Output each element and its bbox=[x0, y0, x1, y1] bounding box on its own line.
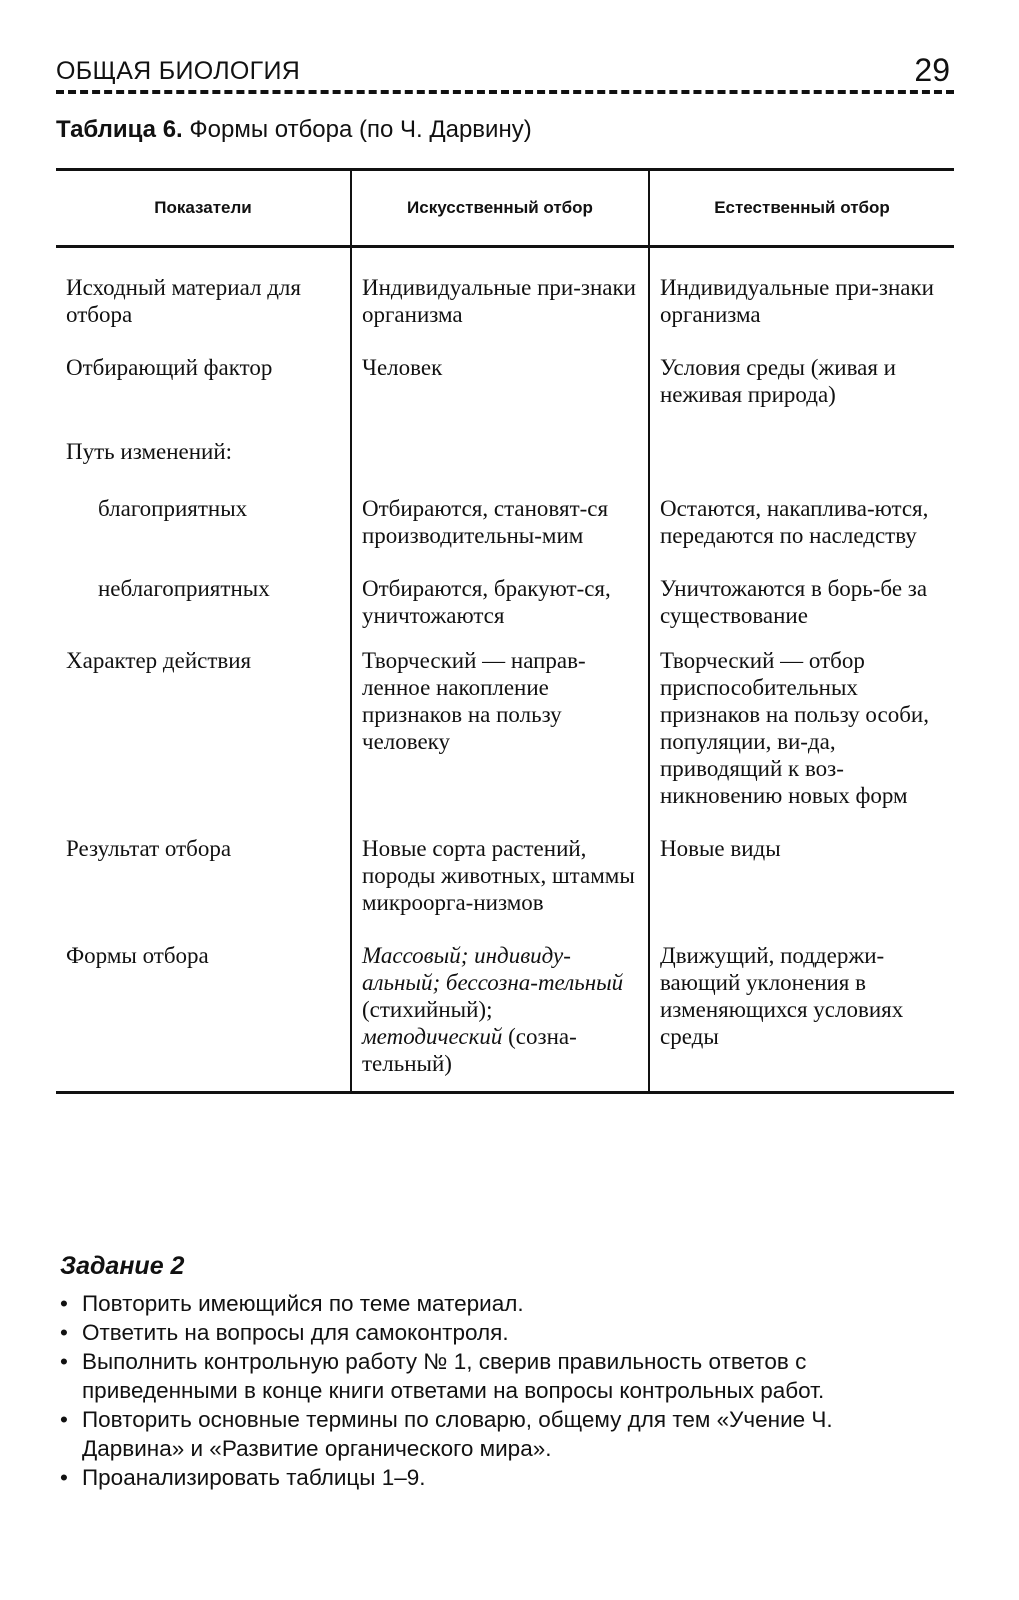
table-header-row bbox=[56, 170, 954, 247]
table-row bbox=[56, 647, 954, 835]
table-row bbox=[56, 495, 954, 575]
cell-artificial: Отбираются, бракуют-ся, уничтожаются bbox=[351, 575, 649, 647]
table-caption bbox=[56, 116, 954, 144]
cell-indicator: Исходный материал для отбора bbox=[66, 275, 301, 327]
table-row bbox=[56, 438, 954, 495]
cell-natural: Уничтожаются в борь-бе за существование bbox=[649, 575, 954, 647]
forms-mass-italic: Массовый; индивиду-альный; бессозна-тельный bbox=[362, 943, 624, 995]
cell-artificial: Человек bbox=[351, 354, 649, 438]
book-page bbox=[56, 40, 954, 1490]
header-artificial-selection: Искусственный отбор bbox=[351, 170, 649, 247]
forms-methodical-note: (созна-тельный) bbox=[362, 1024, 577, 1076]
cell-indicator: благоприятных bbox=[98, 496, 248, 521]
list-item: • Повторить имеющийся по теме материал. bbox=[60, 1289, 940, 1318]
cell-indicator: Формы отбора bbox=[66, 943, 209, 968]
list-item: • Проанализировать таблицы 1–9. bbox=[60, 1463, 940, 1492]
forms-methodical-italic: методический bbox=[362, 1024, 503, 1049]
table-row bbox=[56, 835, 954, 942]
cell-natural: Творческий — отбор приспособительных признаков на пользу особи, популяции, ви-да, приводящий к воз-никновению новых форм bbox=[649, 647, 954, 835]
cell-natural: Новые виды bbox=[649, 835, 954, 942]
section-name: ОБЩАЯ БИОЛОГИЯ bbox=[56, 57, 301, 85]
cell-natural: Индивидуальные при-знаки организма bbox=[649, 247, 954, 355]
cell-artificial: Отбираются, становят-ся производительны-мим bbox=[351, 495, 649, 575]
header-indicators: Показатели bbox=[56, 170, 351, 247]
task-section bbox=[60, 1252, 940, 1492]
cell-natural: Остаются, накаплива-ются, передаются по наследству bbox=[649, 495, 954, 575]
list-item: • Повторить основные термины по словарю, общему для тем «Учение Ч. Дарвина» и «Развитие органического мира». bbox=[60, 1405, 940, 1463]
forms-unconscious-note: (стихийный); bbox=[362, 997, 493, 1022]
cell-artificial bbox=[351, 438, 649, 495]
list-item: • Ответить на вопросы для самоконтроля. bbox=[60, 1318, 940, 1347]
task-title: Задание 2 bbox=[60, 1252, 185, 1280]
header-natural-selection: Естественный отбор bbox=[649, 170, 954, 247]
selection-forms-table bbox=[56, 168, 954, 1094]
cell-natural: Движущий, поддержи-вающий уклонения в изменяющихся условиях среды bbox=[649, 942, 954, 1093]
list-item: • Выполнить контрольную работу № 1, сверив правильность ответов с приведенными в конце книги ответами на вопросы контрольных работ. bbox=[60, 1347, 940, 1405]
cell-natural bbox=[649, 438, 954, 495]
cell-artificial bbox=[351, 942, 649, 1093]
table-row bbox=[56, 247, 954, 355]
cell-natural: Условия среды (живая и неживая природа) bbox=[649, 354, 954, 438]
table-caption-text: Формы отбора (по Ч. Дарвину) bbox=[182, 116, 532, 143]
cell-indicator: Характер действия bbox=[66, 648, 252, 673]
table-row bbox=[56, 354, 954, 438]
cell-artificial: Новые сорта растений, породы животных, штаммы микроорга-низмов bbox=[351, 835, 649, 942]
task-list bbox=[60, 1289, 940, 1492]
cell-artificial: Индивидуальные при-знаки организма bbox=[351, 247, 649, 355]
page-number: 29 bbox=[914, 52, 950, 88]
cell-indicator: Результат отбора bbox=[66, 836, 232, 861]
table-row bbox=[56, 942, 954, 1093]
cell-indicator: Отбирающий фактор bbox=[66, 355, 273, 380]
cell-indicator: Путь изменений: bbox=[66, 439, 233, 464]
table-row bbox=[56, 575, 954, 647]
running-head bbox=[56, 40, 954, 94]
table-caption-label: Таблица 6. bbox=[56, 116, 183, 143]
cell-indicator: неблагоприятных bbox=[98, 576, 270, 601]
cell-artificial: Творческий — направ-ленное накопление признаков на пользу человеку bbox=[351, 647, 649, 835]
